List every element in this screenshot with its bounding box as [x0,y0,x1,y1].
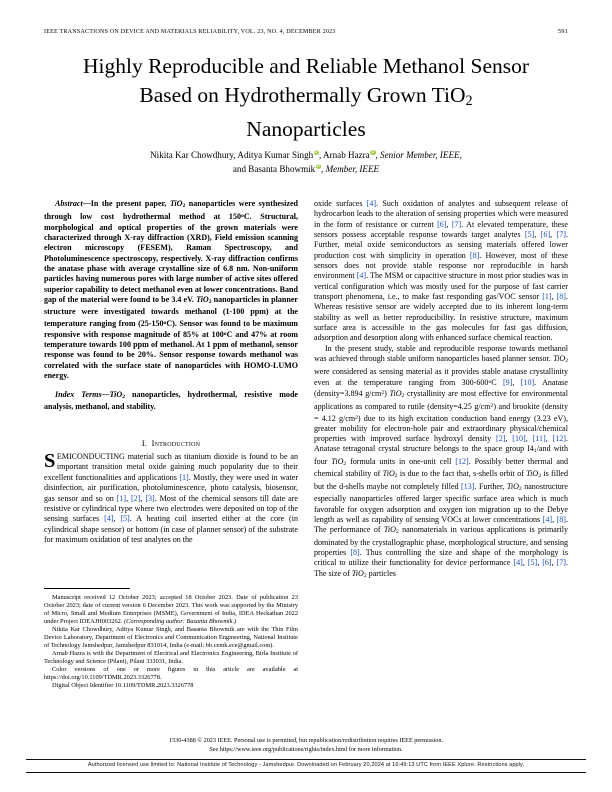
citation-link[interactable]: [5] [527,558,538,568]
citation-link[interactable]: [2] [131,493,141,503]
footnote-color-versions: Color versions of one or more figures in this article are available at https://doi.org/10.1109/TDMR.2023.3326778. [44,666,298,681]
citation-link[interactable]: [10] [512,434,526,443]
body-paragraph-2: In the present study, stable and reproducible response towards methanol was achieved through stable uniform nanoparticles based planner sensor. TiO$_2$ were considered as sensing material as it provides stable anatase crystallinity even at the temperature ranging from 300-600$^o$C [9], [10]. Anatase (density=3.894 $g/cm^2$) TiO$_2$ crystallinity are most effective for environmental applications as compared to rutile (density=4.25 $g/cm^2$) and brookite (density = 4.12 $g/cm^2$) due to its high excitation conduction band energy (3.23 eV), greater mobility for electron-hole pair and extraordinary physical/chemical properties with improved surface hydroxyl density [2], [10], [11], [12]. Anatase tetragonal crystal structure belongs to the space group $I4_1$/and with four TiO$_2$ formula units in one-unit cell [12]. Possibly better thermal and chemical stability of TiO$_2$ is due to the fact that, s-shells orbit of TiO$_2$ is filled but the d-shells maybe not completely filled [13]. Further, TiO$_2$ nanostructure especially nanoparticles offered larger specific surface area which is much favorable for oxygen adsorption and oxygen ion migration up to the Debye length as well as capability of sensing VOCs at lower concentrations [4], [8]. The performance of TiO$_2$ nanomaterials in various applications is primarily dominated by the crystallographic phase, morphological structure, and sensing properties [8]. Thus controlling the size and shape of the morphology is critical to utilize their functionality for device performance [4], [5], [6], [7]. The size of TiO$_2$ particles [314,343,569,579]
footnote-doi: Digital Object Identifier 10.1109/TDMR.2023.3326778 [52,682,194,689]
citation-link[interactable]: [4] [366,199,377,208]
abstract-label: Abstract [55,199,83,208]
page-number: 591 [557,28,568,35]
orcid-icon[interactable] [370,150,375,155]
stamp-rule-bottom [26,772,586,773]
running-head-journal: IEEE TRANSACTIONS ON DEVICE AND MATERIALS RELIABILITY, VOL. 23, NO. 4, DECEMBER 2023 [44,29,336,35]
column-right [314,199,568,581]
index-terms-paragraph: Index Terms—TiO$_2$ nanoparticles, hydrothermal, resistive mode analysis, methanol, and stability. [44,389,298,412]
abstract-paragraph: Abstract—In the present paper, TiO$_2$ nanoparticles were synthesized through low cost hydrothermal method at 150$^o$C. Structural, morphological and optical properties of the grown materials were characterized through X-ray diffraction (XRD), Field emission scanning electron microscopy (FESEM), Raman Spectroscopy, and Photoluminescence spectroscopy, respectively. X-ray diffraction confirms the anatase phase with average crystalline size of 6.8 nm. Non-uniform particles having numerous pores with large number of active sites offered superior capability to detect methanol even at lower concentrations. Band gap of the material were found to be 3.4 eV. TiO$_2$ nanoparticles in planner structure were investigated towards methanol (1-100 ppm) at the temperature ranging from (25-150$^o$C). Sensor was found to be maximum responsive with response magnitude of 85% at 100$^o$C and 47% at room temperature towards 100 ppm of methanol. At 1 ppm of methanol, sensor response was found to be 20%. Sensor response towards methanol was correlated with the surface state of nanoparticles with HOMO-LUMO energy. [44,199,298,381]
author-membership: Member, IEEE [325,164,380,174]
citation-link[interactable]: [6] [437,219,447,229]
footnote-affiliation-2: Arnab Hazra is with the Department of Electrical and Electronics Engineering, Birla Institute of Technology and Science (Pilani), Pilani 333031, India. [44,650,298,665]
copyright-line-2: See https://www.ieee.org/publications/rights/index.html for more information. [209,745,403,753]
citation-link[interactable]: [7] [556,230,566,240]
copyright-footer [44,737,568,754]
orcid-icon[interactable] [314,150,319,155]
citation-link[interactable]: [1] [179,472,189,482]
drop-cap: S [44,450,56,473]
citation-link[interactable]: [7] [556,558,566,568]
download-stamp: Authorized licensed use limited to: National Institute of Technology - Jamshedpur. Downloaded on February 20,2024 at 16:49:13 UTC from IEEE Xplore. Restrictions apply. [87,762,525,768]
stamp-rule-top [26,759,586,760]
footnote-manuscript-info: Manuscript received 12 October 2023; accepted 18 October 2023. Date of publication 23 October 2023; date of current version 6 December 2023. This work was supported by the Ministry of Micro, Small and Medium Enterprises (MSME), Government of India, IDEA Heckathan 2022 under Project IDEAJH003262. (Corresponding author: Basanta Bhowmik.) [44,594,298,625]
title-line-3: Nanoparticles [246,117,366,142]
citation-link[interactable]: [5] [120,514,130,524]
footnote-affiliation-1: Nikita Kar Chowdhury, Aditya Kumar Singh, and Basanta Bhowmik are with the Thin Film Device Laboratory, Department of Electronics and Communication Engineering, National Institute of Technology Jamshedpur, Jamshedpur 831014, India (e-mail: bb.cemk.ece@gmail.com). [44,626,298,649]
copyright-line-1: 1530-4388 © 2023 IEEE. Personal use is permitted, but republication/redistribution requires IEEE permission. [169,737,443,744]
citation-link[interactable]: [11] [532,434,546,443]
column-left [44,199,298,545]
citation-link[interactable]: [5] [524,230,535,240]
citation-link[interactable]: [7] [451,219,462,229]
title-line-1: Highly Reproducible and Reliable Methanol Sensor [82,54,530,78]
citation-link[interactable]: [4] [513,558,523,568]
citation-link[interactable]: [9] [502,377,513,387]
section-heading-introduction: I. Introduction [141,438,201,448]
footnote-block [44,594,298,690]
title-subscript: 2 [465,92,473,109]
citation-link[interactable]: [8] [350,548,360,558]
author-line-2: and Basanta Bhowmik D , Member, IEEE [233,164,379,174]
corresponding-author: (Corresponding author: Basanta Bhowmik.) [124,618,237,625]
citation-link[interactable]: [8] [469,250,480,260]
citation-link[interactable]: [6] [540,230,551,240]
page-title [56,52,556,144]
footnote-rule [44,588,130,589]
citation-link[interactable]: [12] [552,434,566,443]
index-terms-label: Index Terms [55,389,102,399]
citation-link[interactable]: [1] [116,493,127,503]
running-head [44,28,568,40]
citation-link[interactable]: [8] [556,514,566,524]
author-list [60,148,552,176]
citation-link[interactable]: [2] [496,434,506,443]
citation-link[interactable]: [13] [461,481,475,491]
citation-link[interactable]: [8] [556,292,566,302]
citation-link[interactable]: [3] [145,493,155,503]
citation-link[interactable]: [4] [542,514,553,524]
intro-paragraph-1: SEMICONDUCTING material such as titanium dioxide is found to be an important transition metal oxide gaining much popularity due to their excellent functionalities and applications [1]. Mostly, they were used in water disinfection, air purification, photoluminescence, photo catalysis, biosensor, gas sensor and so on [1], [2], [3]. Most of the chemical sensors till date are resistive or cylindrical type where two electrodes were deposited on top of the sensing surfaces [4], [5]. A heating coil inserted either at the core (in cylindrical shape sensor) or bottom (in case of planner sensor) of the substrate for maximum oxidation of test analytes on the [44,450,299,544]
orcid-icon[interactable] [316,164,321,169]
citation-link[interactable]: [1] [542,292,552,302]
citation-link[interactable]: [10] [520,377,535,387]
citation-link[interactable]: [12] [455,456,469,466]
citation-link[interactable]: [4] [104,514,114,524]
body-paragraph-1: oxide surfaces [4]. Such oxidation of analytes and subsequent release of hydrocarbon leads to the alteration of sensing properties which were measured in the form of resistance or current [6], [7]. At elevated temperature, these sensors possess acceptable response towards target analytes [5], [6], [7]. Further, metal oxide semiconductors as sensing materials offered lower production cost with simplicity in operation [8]. However, most of these sensors does not provide stable response nor reproducible in harsh environment [4]. The MSM or capacitive structure in most prior studies was in vertical configuration which was mostly used for the purpose of fast carrier transport phenomena, i.e., to make fast responding gas/VOC sensor [1], [8]. Whereas resistive sensor are widely accepted due to its inherent long-term stability as well as better reproducibility. In resistive structure, maximum surface area is accessible to the gas molecules for fast gas diffusion, adsorption and desorption along with enhanced surface chemical reaction. [314,199,569,343]
author-membership: Senior Member, IEEE [380,150,460,160]
citation-link[interactable]: [6] [542,558,552,568]
author-line-1: Nikita Kar Chowdhury, Aditya Kumar Singh D , Arnab Hazra D , Senior Member, IEEE, [150,150,462,160]
citation-link[interactable]: [4] [356,271,367,281]
title-line-2: Based on Hydrothermally Grown TiO$_2$ [139,82,473,109]
